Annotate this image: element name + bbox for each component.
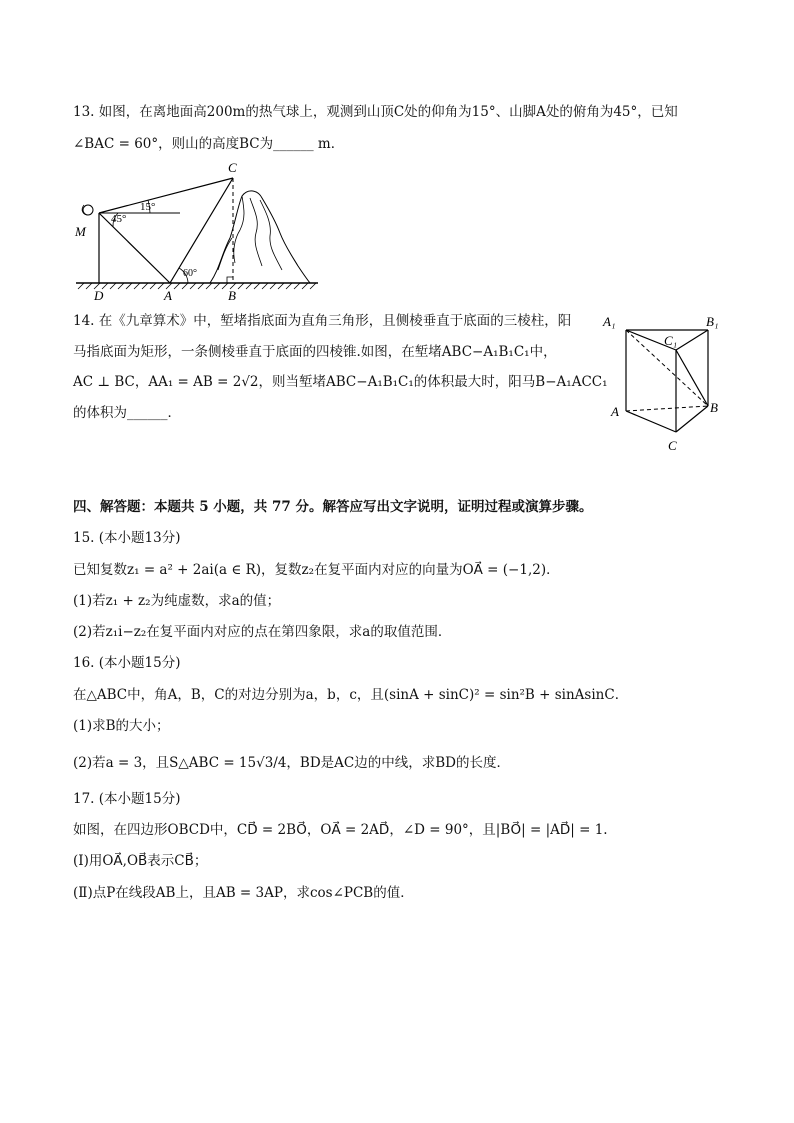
q15-part1: (1)若z₁ + z₂为纯虚数，求a的值； [73,593,281,609]
q17-stem: 如图，在四边形OBCD中，CD⃗ = 2BO⃗，OA⃗ = 2AD⃗，∠D = 90°，且|BO⃗| = |AD⃗| = 1. [73,822,608,838]
label-angle-15: 15° [140,201,156,213]
label-C: C [228,160,237,175]
q17-part1: (Ⅰ)用OA⃗,OB⃗表示CB⃗； [73,853,208,869]
edge-AC [626,411,676,432]
label-D: D [94,288,104,303]
q14-line4: 的体积为______． [73,405,181,421]
mountain-outline [210,191,310,283]
q14-line3: AC ⊥ BC，AA₁ = AB = 2√2，则当堑堵ABC−A₁B₁C₁的体积最大时，阳马B−A₁ACC₁ [73,374,608,390]
q17-title: 17. (本小题15分) [73,791,181,807]
label-A: A [164,288,172,303]
section4-heading: 四、解答题：本题共 5 小题，共 77 分。解答应写出文字说明，证明过程或演算步骤。 [73,499,593,515]
label-M: M [75,224,86,239]
label-B: B [228,288,236,303]
q16-part1: (1)求B的大小； [73,718,170,734]
label-A1: A₁ [603,314,616,329]
label-A: A [611,404,619,419]
q16-stem: 在△ABC中，角A，B，C的对边分别为a，b，c，且(sinA + sinC)² = sin²B + sinAsinC． [73,687,629,703]
edge-C1B1 [676,330,708,350]
q14-line2: 马指底面为矩形，一条侧棱垂直于底面的四棱锥.如图，在堑堵ABC−A₁B₁C₁中， [73,344,557,360]
figure-13 [70,158,320,304]
q16-part2: (2)若a = 3，且S△ABC = 15√3/4，BD是AC边的中线，求BD的长度． [73,755,511,771]
figure-14 [598,308,732,456]
balloon-icon [83,205,93,215]
q15-title: 15. (本小题13分) [73,530,181,546]
line-MA [99,213,170,283]
mountain-ridge-4 [218,238,232,270]
edge-AB-dashed [626,406,708,411]
edge-C1B [676,350,708,406]
label-angle-60: 60° [183,268,197,279]
label-C1: C₁ [664,333,678,348]
line-MC [99,178,233,213]
q13-line2: ∠BAC = 60°，则山的高度BC为______ m． [73,136,345,152]
label-B: B [710,400,718,415]
label-angle-45: 45° [111,213,127,225]
label-B1: B₁ [706,314,719,329]
edge-CB [676,406,708,432]
right-angle-B [227,277,233,283]
mountain-ridge-2 [250,198,262,266]
label-C: C [668,438,677,453]
q13-line1: 13. 如图，在离地面高200m的热气球上，观测到山顶C处的仰角为15°、山脚A处的俯角为45°，已知 [73,104,678,120]
q15-part2: (2)若z₁i−z₂在复平面内对应的点在第四象限，求a的取值范围． [73,624,452,640]
q16-title: 16. (本小题15分) [73,655,181,671]
figure-14-svg [598,308,732,456]
figure-13-svg [70,158,320,304]
ground-hatching [78,283,316,289]
q14-line1: 14. 在《九章算术》中，堑堵指底面为直角三角形，且侧棱垂直于底面的三棱柱，阳 [73,313,572,329]
mountain-ridge-3 [260,200,282,270]
q17-part2: (Ⅱ)点P在线段AB上，且AB = 3AP，求cos∠PCB的值． [73,885,414,901]
line-AC [170,178,233,283]
q15-stem: 已知复数z₁ = a² + 2ai(a ∈ R)，复数z₂在复平面内对应的向量为OA⃗ = (−1,2)． [73,562,560,578]
